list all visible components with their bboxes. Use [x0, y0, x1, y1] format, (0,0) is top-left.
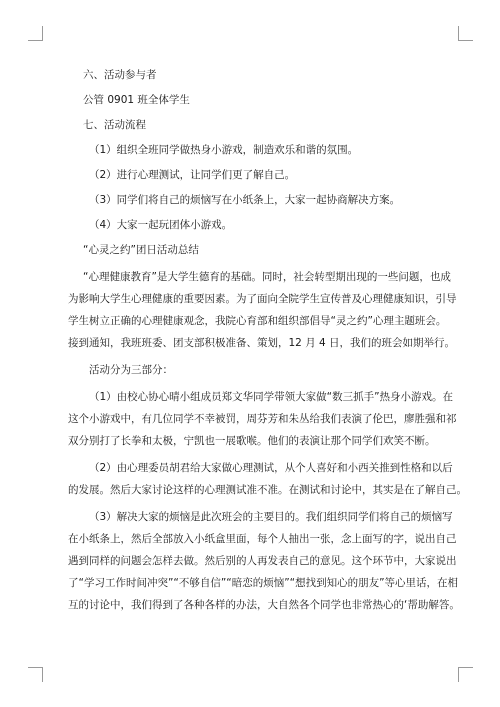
paragraph-line: 接到通知，我班班委、团支部积极准备、策划，12 月 4 日，我们的班会如期举行。 [68, 337, 456, 349]
crop-mark-top-left [28, 26, 43, 41]
summary-title: “心灵之约”团日活动总结 [83, 244, 199, 256]
parts-intro: 活动分为三部分： [89, 364, 173, 376]
flow-item: （1）组织全班同学做热身小游戏，制造欢乐和谐的氛围。 [89, 144, 359, 156]
crop-mark-top-right [458, 26, 473, 41]
section-heading-flow: 七、活动流程 [83, 119, 146, 131]
crop-mark-bottom-left [28, 667, 43, 682]
paragraph-line: 遇到同样的问题会怎样去做。然后别的人再发表自己的意见。这个环节中，大家说出 [68, 555, 457, 567]
paragraph-line: “心理健康教育”是大学生德育的基础。同时，社会转型期出现的一些问题，也成 [83, 271, 451, 283]
paragraph-line: （1）由校心协心晴小组成员郑文华同学带领大家做“数三抓手”热身小游戏。在 [89, 391, 454, 403]
section-heading-participants: 六、活动参与者 [83, 69, 157, 81]
intro-paragraph [68, 266, 457, 354]
paragraph-line: 在小纸条上，然后全部放入小纸盒里面，每个人抽出一张，念上面写的字，说出自己 [68, 533, 457, 545]
paragraph-line: （3）解决大家的烦恼是此次班会的主要目的。我们组织同学们将自己的烦恼写 [89, 511, 453, 523]
flow-list [68, 139, 440, 236]
flow-item: （3）同学们将自己的烦恼写在小纸条上，大家一起协商解决方案。 [89, 194, 401, 206]
paragraph-line: 学生树立正确的心理健康观念，我院心育部和组织部倡导“灵之约”心理主题班会。 [68, 315, 447, 327]
flow-item: （4）大家一起玩团体小游戏。 [89, 219, 233, 231]
paragraph-line: 这个小游戏中，有几位同学不幸被罚，周芬芳和朱丛给我们表演了伦巴，廖胜强和祁 [68, 413, 457, 425]
paragraph-line: （2）由心理委员胡君给大家做心理测试，从个人喜好和小西关推到性格和以后 [89, 462, 453, 474]
part2-paragraph [68, 457, 467, 501]
document-page [68, 64, 467, 616]
paragraph-line: 双分别打了长拳和太极，宁凯也一展歌喉。他们的表演让那个同学们欢笑不断。 [68, 435, 436, 447]
crop-mark-bottom-right [458, 667, 473, 682]
flow-item: （2）进行心理测试，让同学们更了解自己。 [89, 169, 296, 181]
participants-text: 公管 0901 班全体学生 [83, 94, 190, 106]
paragraph-line: 互的讨论中，我们得到了各种各样的办法，大自然各个同学也非常热心的‘帮助解答。 [68, 599, 460, 611]
part1-paragraph [68, 386, 457, 452]
paragraph-line: 了“学习工作时间冲突”“不够自信”“暗恋的烦恼”“想找到知心的朋友”等心里话，在相 [68, 577, 459, 589]
part3-paragraph [68, 506, 460, 616]
paragraph-line: 的发展。然后大家讨论这样的心理测试准不准。在测试和讨论中，其实是在了解自己。 [68, 484, 467, 496]
paragraph-line: 为影响大学生心理健康的重要因素。为了面向全院学生宣传普及心理健康知识，引导 [68, 293, 457, 305]
